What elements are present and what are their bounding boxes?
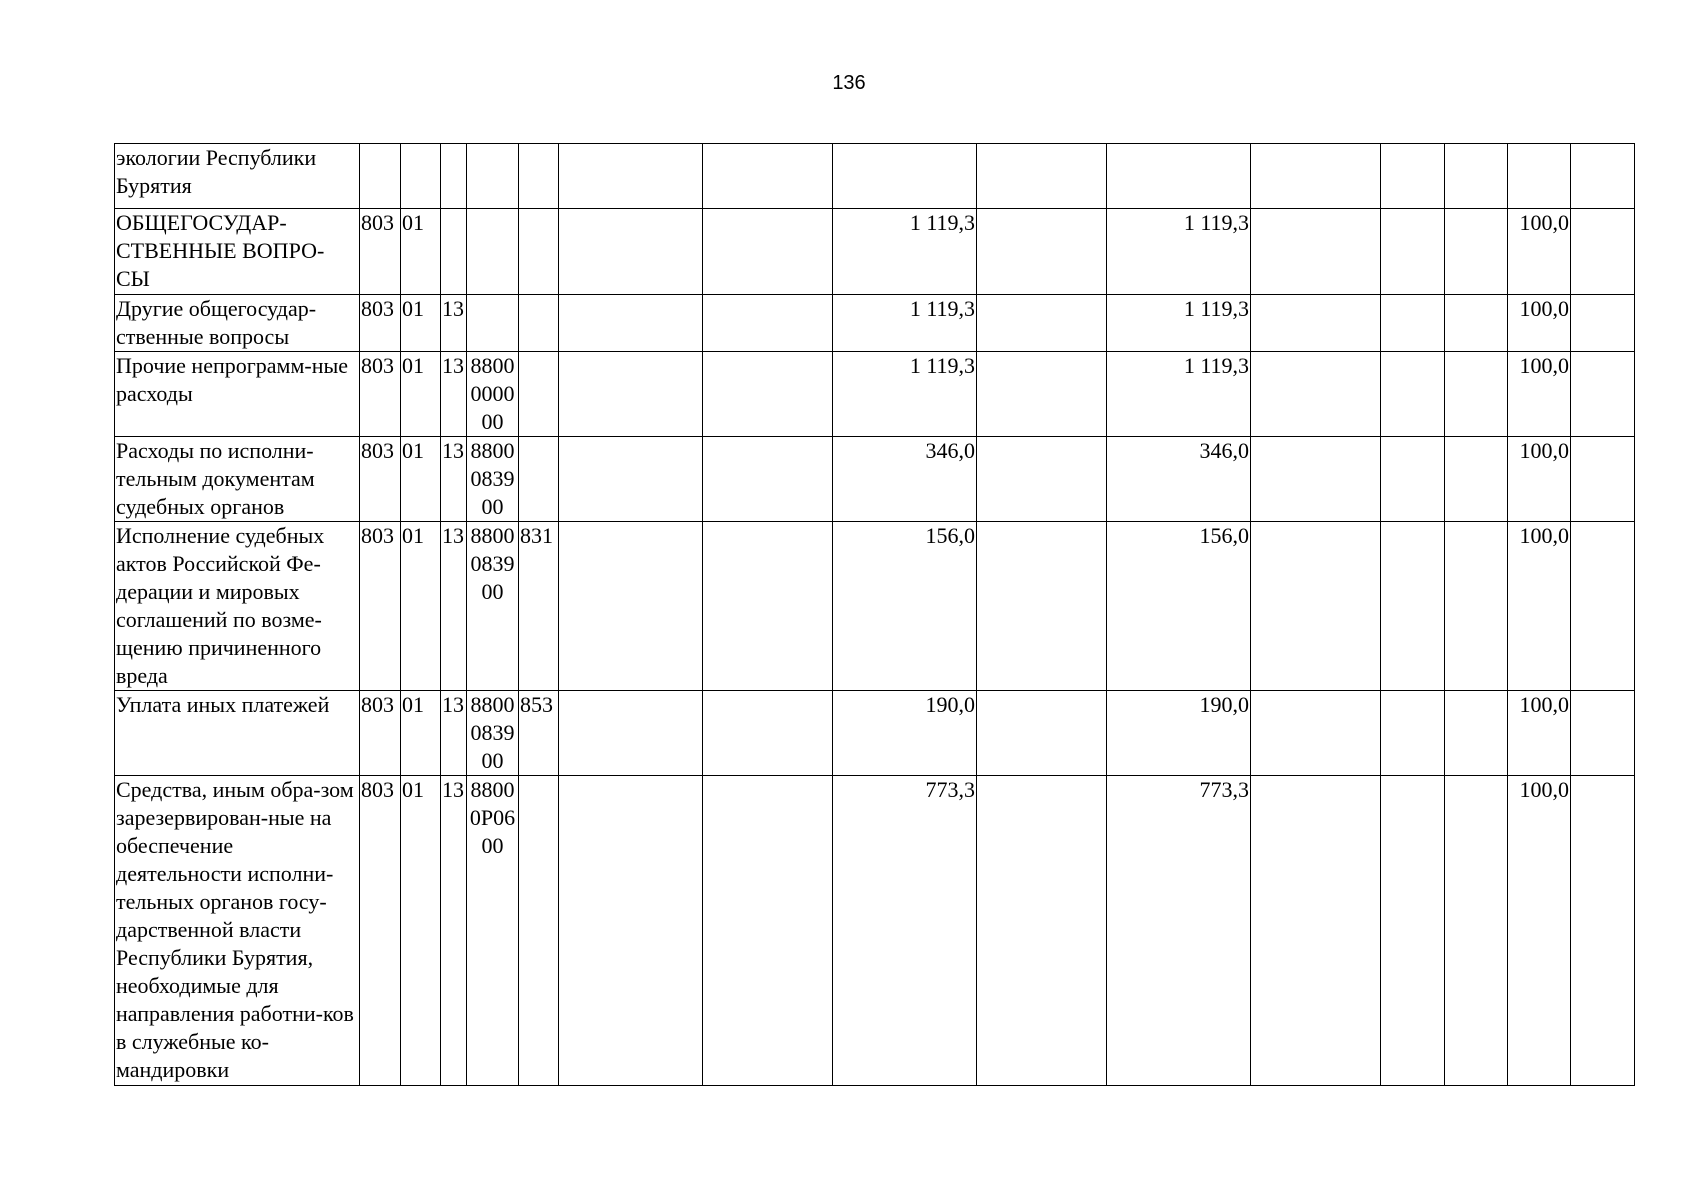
empty-cell [559, 209, 703, 295]
csr-code-cell [467, 691, 519, 776]
empty-cell [1571, 144, 1635, 209]
empty-cell [977, 522, 1107, 691]
empty-cell [559, 691, 703, 776]
vr-code-cell [519, 437, 559, 522]
empty-cell [1571, 352, 1635, 437]
pr-code-cell: 13 [441, 295, 467, 352]
empty-cell [1571, 209, 1635, 295]
fact-amount-cell: 1 119,3 [1107, 352, 1251, 437]
empty-cell [1571, 295, 1635, 352]
csr-code-part: 0000 [470, 381, 515, 406]
empty-cell [1381, 295, 1445, 352]
empty-cell [977, 776, 1107, 1086]
empty-cell [1251, 295, 1381, 352]
table-row [115, 691, 1635, 776]
percent-cell [1508, 144, 1571, 209]
pr-code-cell: 13 [441, 522, 467, 691]
csr-code-part: 00 [481, 409, 504, 434]
ved-code-cell: 803 [360, 352, 401, 437]
empty-cell [977, 295, 1107, 352]
table-row [115, 776, 1635, 1086]
empty-cell [1571, 522, 1635, 691]
percent-cell: 100,0 [1508, 691, 1571, 776]
csr-code-part: 00 [481, 833, 504, 858]
empty-cell [1251, 776, 1381, 1086]
empty-cell [1445, 209, 1508, 295]
ved-code-cell [360, 144, 401, 209]
plan-amount-cell: 190,0 [833, 691, 977, 776]
table-row [115, 352, 1635, 437]
csr-code-cell [467, 295, 519, 352]
table-row [115, 437, 1635, 522]
table-row [115, 522, 1635, 691]
empty-cell [1445, 144, 1508, 209]
empty-cell [559, 522, 703, 691]
csr-code-part: 8800 [470, 523, 515, 548]
fact-amount-cell: 1 119,3 [1107, 209, 1251, 295]
empty-cell [1251, 209, 1381, 295]
empty-cell [1251, 144, 1381, 209]
pr-code-cell: 13 [441, 776, 467, 1086]
empty-cell [703, 352, 833, 437]
empty-cell [1251, 437, 1381, 522]
pr-code-cell: 13 [441, 352, 467, 437]
vr-code-cell: 831 [519, 522, 559, 691]
csr-code-part: 8800 [470, 777, 515, 802]
plan-amount-cell [833, 144, 977, 209]
vr-code-cell [519, 144, 559, 209]
ved-code-cell: 803 [360, 776, 401, 1086]
plan-amount-cell: 773,3 [833, 776, 977, 1086]
row-name-cell: Исполнение судебных актов Российской Фе-дерации и мировых соглашений по возме-щению причиненного вреда [115, 522, 360, 691]
empty-cell [1445, 437, 1508, 522]
csr-code-part: 8800 [470, 438, 515, 463]
empty-cell [703, 209, 833, 295]
fact-amount-cell: 156,0 [1107, 522, 1251, 691]
empty-cell [1381, 144, 1445, 209]
empty-cell [559, 295, 703, 352]
vr-code-cell: 853 [519, 691, 559, 776]
percent-cell: 100,0 [1508, 209, 1571, 295]
empty-cell [1445, 691, 1508, 776]
row-name-cell: Другие общегосудар-ственные вопросы [115, 295, 360, 352]
plan-amount-cell: 156,0 [833, 522, 977, 691]
percent-cell: 100,0 [1508, 295, 1571, 352]
empty-cell [559, 352, 703, 437]
budget-table [114, 143, 1635, 1086]
pr-code-cell [441, 144, 467, 209]
empty-cell [1445, 295, 1508, 352]
empty-cell [1381, 352, 1445, 437]
csr-code-part: 0839 [470, 466, 515, 491]
rz-code-cell: 01 [401, 776, 441, 1086]
ved-code-cell: 803 [360, 209, 401, 295]
page-number: 136 [832, 72, 866, 94]
percent-cell: 100,0 [1508, 522, 1571, 691]
row-name-cell: Уплата иных платежей [115, 691, 360, 776]
percent-cell: 100,0 [1508, 437, 1571, 522]
csr-code-cell [467, 437, 519, 522]
empty-cell [1571, 776, 1635, 1086]
empty-cell [703, 437, 833, 522]
vr-code-cell [519, 352, 559, 437]
ved-code-cell: 803 [360, 437, 401, 522]
empty-cell [977, 437, 1107, 522]
empty-cell [1381, 522, 1445, 691]
pr-code-cell: 13 [441, 691, 467, 776]
fact-amount-cell: 1 119,3 [1107, 295, 1251, 352]
percent-cell: 100,0 [1508, 776, 1571, 1086]
csr-code-cell [467, 776, 519, 1086]
empty-cell [559, 437, 703, 522]
vr-code-cell [519, 295, 559, 352]
pr-code-cell [441, 209, 467, 295]
rz-code-cell: 01 [401, 437, 441, 522]
csr-code-cell [467, 352, 519, 437]
empty-cell [1251, 352, 1381, 437]
row-name-cell: Прочие непрограмм-ные расходы [115, 352, 360, 437]
empty-cell [1445, 522, 1508, 691]
fact-amount-cell: 346,0 [1107, 437, 1251, 522]
fact-amount-cell [1107, 144, 1251, 209]
plan-amount-cell: 1 119,3 [833, 352, 977, 437]
csr-code-part: 0839 [470, 720, 515, 745]
empty-cell [703, 522, 833, 691]
empty-cell [1445, 352, 1508, 437]
csr-code-cell [467, 144, 519, 209]
vr-code-cell [519, 776, 559, 1086]
row-name-cell: Средства, иным обра-зом зарезервирован-ные на обеспечение деятельности исполни-тельных органов госу-дарственной власти Республики Бурятия, необходимые для направления работни-ков в служебные ко-мандировки [115, 776, 360, 1086]
empty-cell [1251, 691, 1381, 776]
csr-code-part: 0Р06 [469, 805, 516, 830]
empty-cell [1571, 437, 1635, 522]
empty-cell [1445, 776, 1508, 1086]
csr-code-part: 00 [481, 748, 504, 773]
ved-code-cell: 803 [360, 522, 401, 691]
empty-cell [703, 295, 833, 352]
empty-cell [1381, 776, 1445, 1086]
rz-code-cell: 01 [401, 352, 441, 437]
empty-cell [703, 776, 833, 1086]
empty-cell [1381, 437, 1445, 522]
rz-code-cell: 01 [401, 522, 441, 691]
plan-amount-cell: 1 119,3 [833, 209, 977, 295]
csr-code-cell [467, 522, 519, 691]
empty-cell [1381, 691, 1445, 776]
empty-cell [1381, 209, 1445, 295]
csr-code-part: 8800 [470, 692, 515, 717]
csr-code-part: 8800 [470, 353, 515, 378]
row-name-cell: Расходы по исполни-тельным документам судебных органов [115, 437, 360, 522]
plan-amount-cell: 346,0 [833, 437, 977, 522]
empty-cell [703, 144, 833, 209]
row-name-cell: ОБЩЕГОСУДАР-СТВЕННЫЕ ВОПРО-СЫ [115, 209, 360, 295]
empty-cell [559, 776, 703, 1086]
ved-code-cell: 803 [360, 691, 401, 776]
empty-cell [977, 691, 1107, 776]
empty-cell [559, 144, 703, 209]
plan-amount-cell: 1 119,3 [833, 295, 977, 352]
row-name-cell: экологии Республики Бурятия [115, 144, 360, 209]
fact-amount-cell: 190,0 [1107, 691, 1251, 776]
pr-code-cell: 13 [441, 437, 467, 522]
table-row [115, 144, 1635, 209]
fact-amount-cell: 773,3 [1107, 776, 1251, 1086]
rz-code-cell: 01 [401, 209, 441, 295]
percent-cell: 100,0 [1508, 352, 1571, 437]
csr-code-cell [467, 209, 519, 295]
rz-code-cell: 01 [401, 691, 441, 776]
empty-cell [1571, 691, 1635, 776]
empty-cell [977, 352, 1107, 437]
csr-code-part: 00 [481, 494, 504, 519]
table-row [115, 295, 1635, 352]
csr-code-part: 00 [481, 579, 504, 604]
rz-code-cell: 01 [401, 295, 441, 352]
ved-code-cell: 803 [360, 295, 401, 352]
empty-cell [977, 144, 1107, 209]
table-row [115, 209, 1635, 295]
rz-code-cell [401, 144, 441, 209]
empty-cell [1251, 522, 1381, 691]
empty-cell [977, 209, 1107, 295]
empty-cell [703, 691, 833, 776]
csr-code-part: 0839 [470, 551, 515, 576]
vr-code-cell [519, 209, 559, 295]
